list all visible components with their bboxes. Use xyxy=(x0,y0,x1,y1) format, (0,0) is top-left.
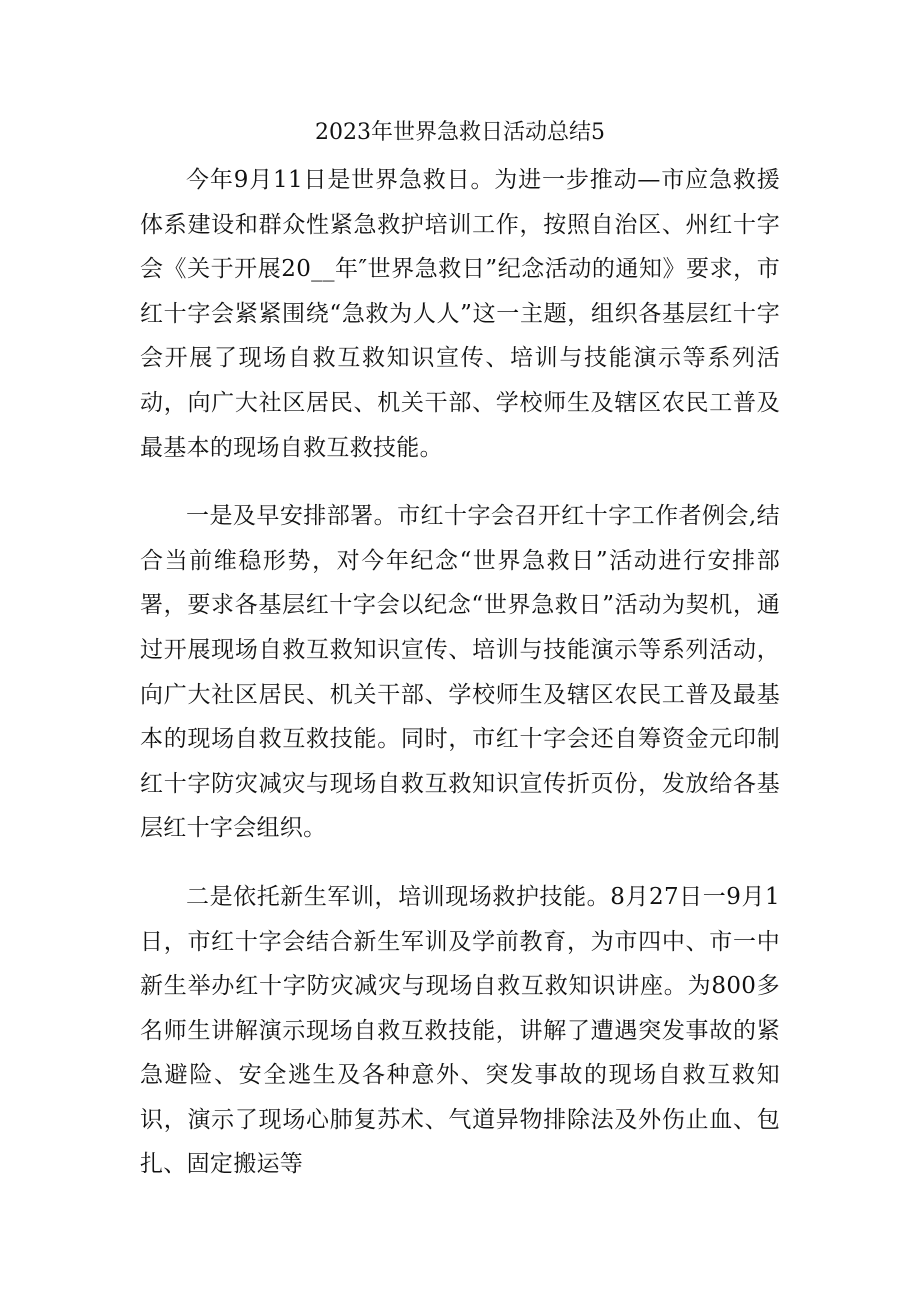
document-body xyxy=(140,158,780,1187)
document-title: 2023年世界急救日活动总结5 xyxy=(315,120,605,145)
paragraph-intro: 今年9月11日是世界急救日。为进一步推动—市应急救援体系建设和群众性紧急救护培训工作，按照自治区、州红十字会《关于开展20__年″世界急救日”纪念活动的通知》要求，市红十字会紧紧围绕“急救为人人”这一主题，组织各基层红十字会开展了现场自救互救知识宣传、培训与技能演示等系列活动，向广大社区居民、机关干部、学校师生及辖区农民工普及最基本的现场自救互救技能。 xyxy=(140,167,780,461)
paragraph-military-training: 二是依托新生军训，培训现场救护技能。8月27日一9月1日，市红十字会结合新生军训及学前教育，为市四中、市一中新生举办红十字防灾减灾与现场自救互救知识讲座。为800多名师生讲解演示现场自救互救技能，讲解了遭遇突发事故的紧急避险、安全逃生及各种意外、突发事故的现场自救互救知识，演示了现场心肺复苏术、气道异物排除法及外伤止血、包扎、固定搬运等 xyxy=(140,883,780,1178)
paragraph-deployment: 一是及早安排部署。市红十字会召开红十字工作者例会,结合当前维稳形势，对今年纪念“世界急救日”活动进行安排部署，要求各基层红十字会以纪念“世界急救日”活动为契机，通过开展现场自救互救知识宣传、培训与技能演示等系列活动，向广大社区居民、机关干部、学校师生及辖区农民工普及最基本的现场自救互救技能。同时，市红十字会还自筹资金元印制红十字防灾减灾与现场自救互救知识宣传折页份，发放给各基层红十字会组织。 xyxy=(140,503,780,842)
